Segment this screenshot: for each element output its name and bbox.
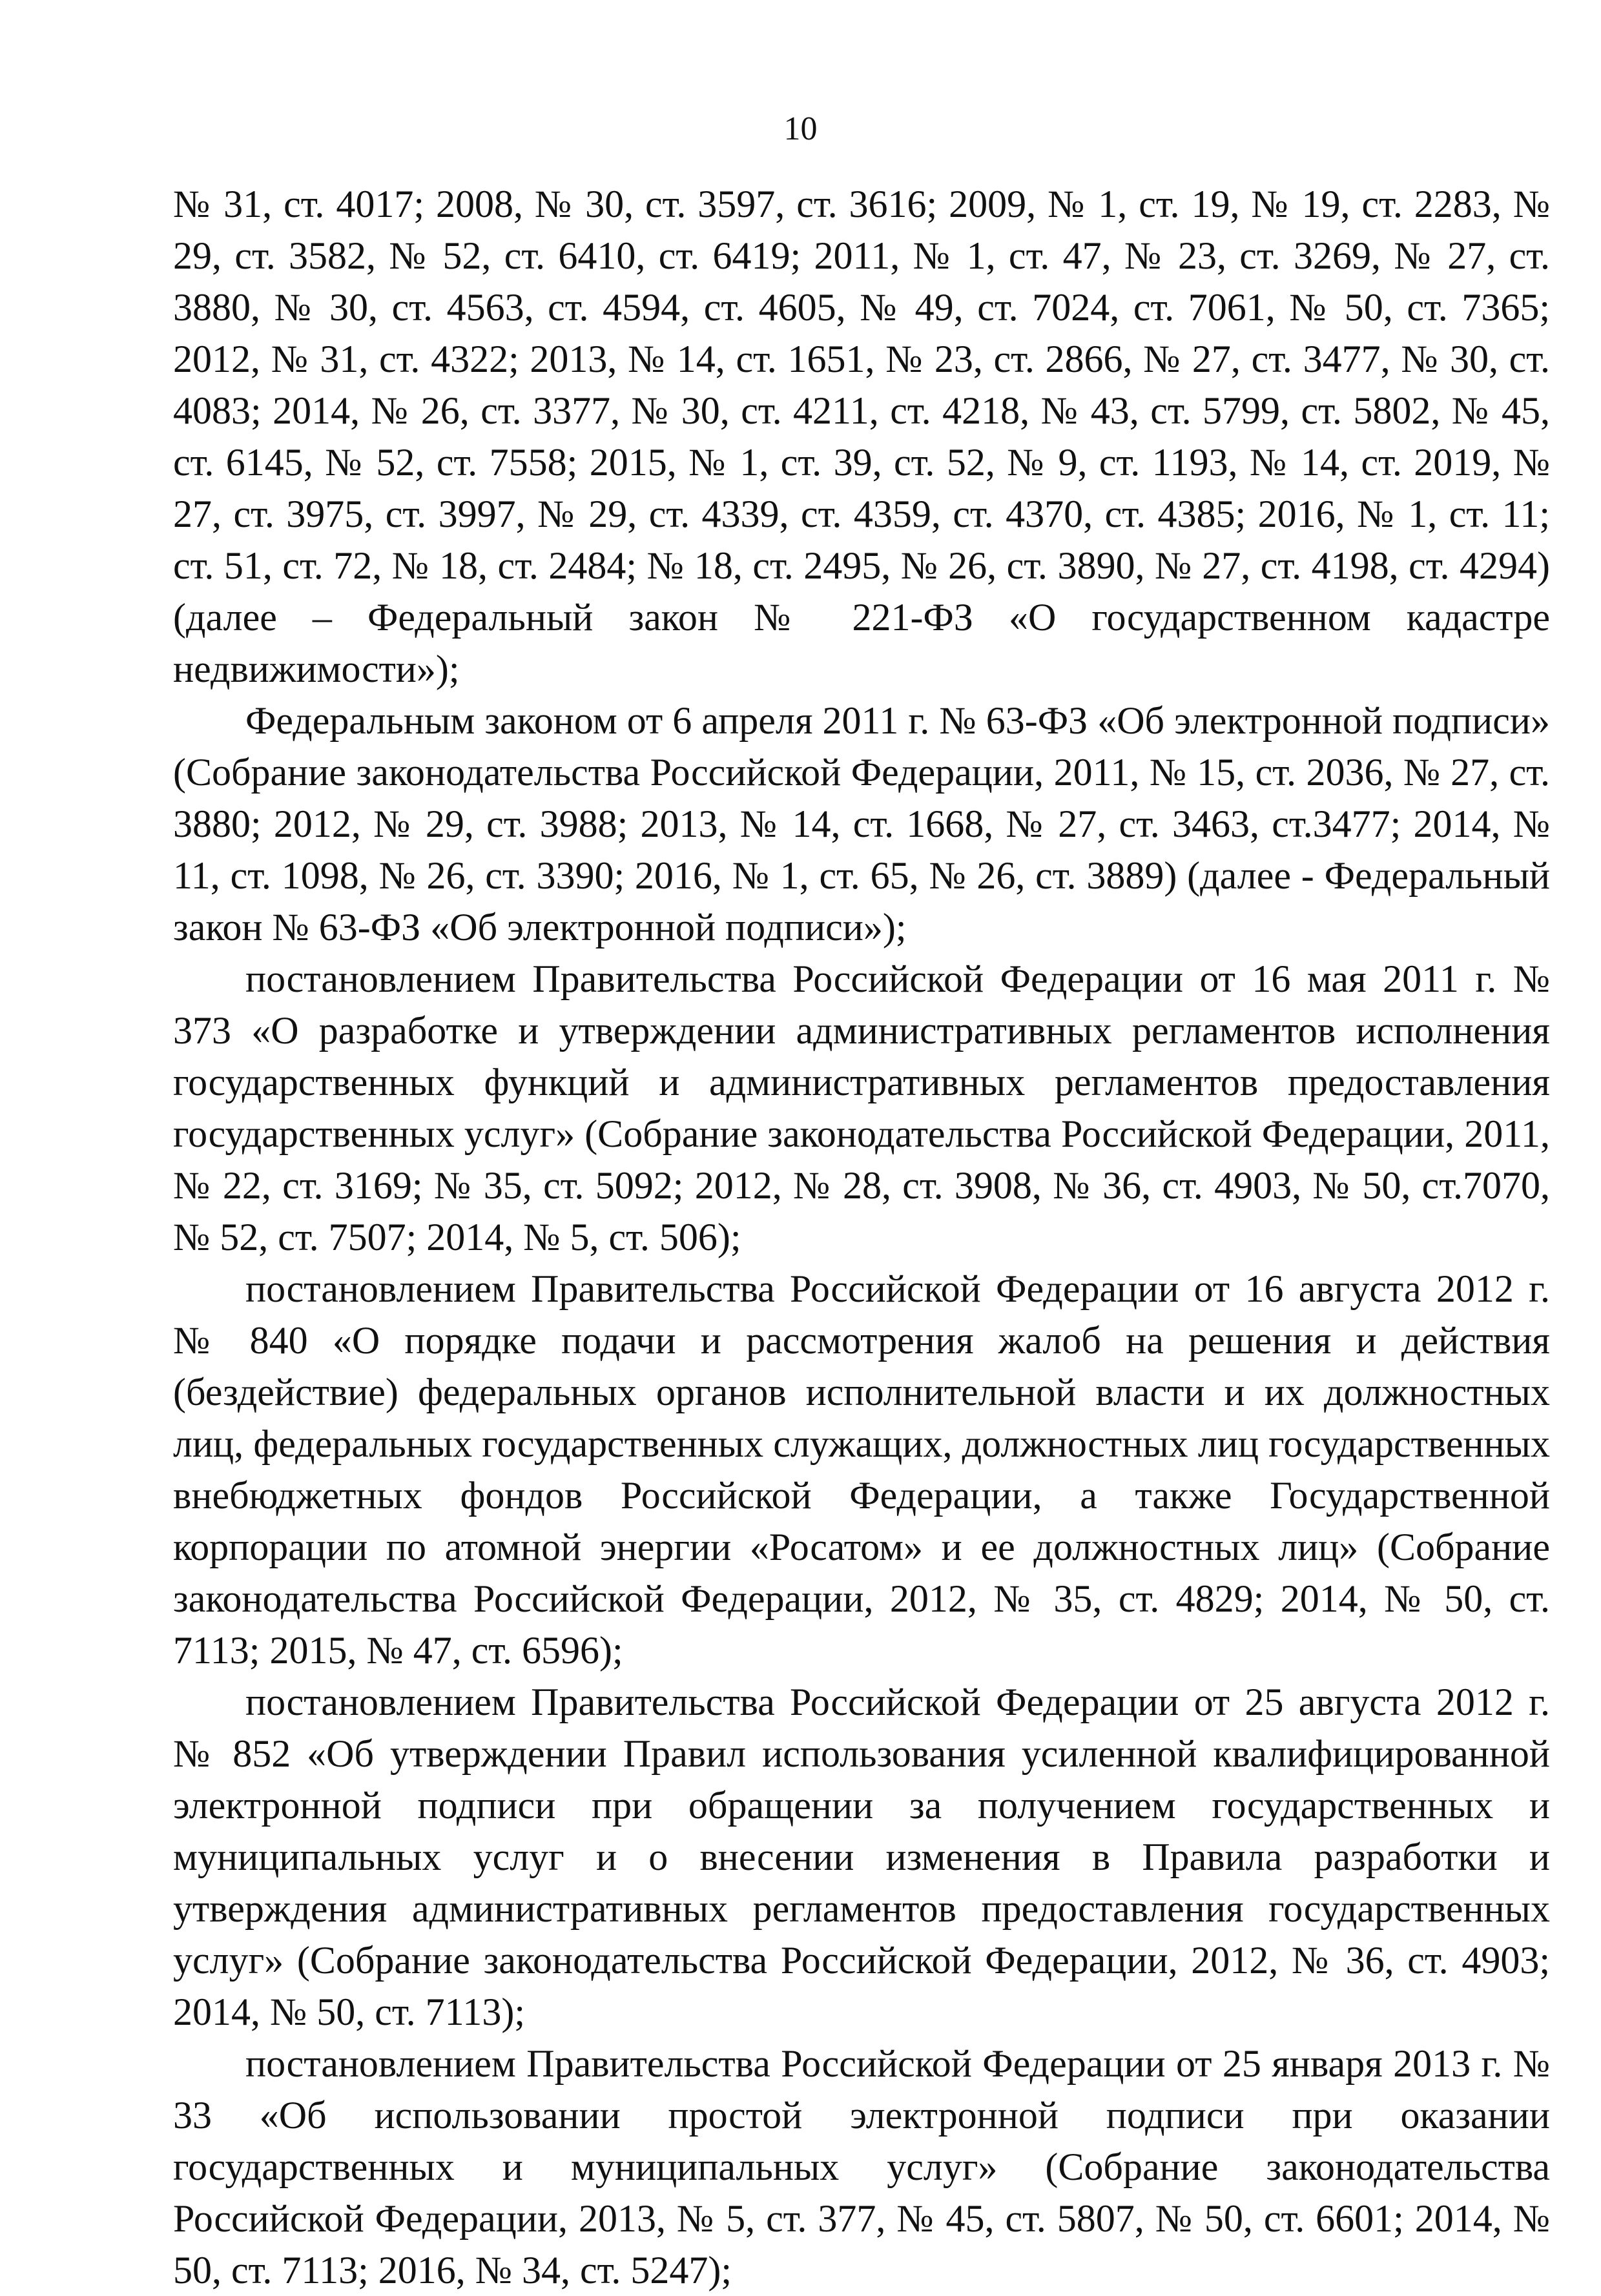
paragraph-resolution-373: постановлением Правительства Российской Федерации от 16 мая 2011 г. № 373 «О разработке и утверждении административных регламентов исполнения государственных функций и административных регламентов предоставления государственных услуг» (Собрание законодательства Российской Федерации, 2011, № 22, ст. 3169; № 35, ст. 5092; 2012, № 28, ст. 3908, № 36, ст. 4903, № 50, ст.7070, № 52, ст. 7507; 2014, № 5, ст. 506); <box>173 958 1550 1258</box>
page-number: 10 <box>783 110 818 147</box>
document-body <box>173 178 1550 2296</box>
paragraph-resolution-33: постановлением Правительства Российской Федерации от 25 января 2013 г. № 33 «Об использовании простой электронной подписи при оказании государственных и муниципальных услуг» (Собрание законодательства Российской Федерации, 2013, № 5, ст. 377, № 45, ст. 5807, № 50, ст. 6601; 2014, № 50, ст. 7113; 2016, № 34, ст. 5247); <box>173 2042 1550 2291</box>
paragraph-references-221-fz: № 31, ст. 4017; 2008, № 30, ст. 3597, ст. 3616; 2009, № 1, ст. 19, № 19, ст. 2283, № 29, ст. 3582, № 52, ст. 6410, ст. 6419; 2011, № 1, ст. 47, № 23, ст. 3269, № 27, ст. 3880, № 30, ст. 4563, ст. 4594, ст. 4605, № 49, ст. 7024, ст. 7061, № 50, ст. 7365; 2012, № 31, ст. 4322; 2013, № 14, ст. 1651, № 23, ст. 2866, № 27, ст. 3477, № 30, ст. 4083; 2014, № 26, ст. 3377, № 30, ст. 4211, ст. 4218, № 43, ст. 5799, ст. 5802, № 45, ст. 6145, № 52, ст. 7558; 2015, № 1, ст. 39, ст. 52, № 9, ст. 1193, № 14, ст. 2019, № 27, ст. 3975, ст. 3997, № 29, ст. 4339, ст. 4359, ст. 4370, ст. 4385; 2016, № 1, ст. 11; ст. 51, ст. 72, № 18, ст. 2484; № 18, ст. 2495, № 26, ст. 3890, № 27, ст. 4198, ст. 4294) (далее – Федеральный закон № 221-ФЗ «О государственном кадастре недвижимости»); <box>173 183 1550 690</box>
paragraph-resolution-840: постановлением Правительства Российской Федерации от 16 августа 2012 г. № 840 «О порядке подачи и рассмотрения жалоб на решения и действия (бездействие) федеральных органов исполнительной власти и их должностных лиц, федеральных государственных служащих, должностных лиц государственных внебюджетных фондов Российской Федерации, а также Государственной корпорации по атомной энергии «Росатом» и ее должностных лиц» (Собрание законодательства Российской Федерации, 2012, № 35, ст. 4829; 2014, № 50, ст. 7113; 2015, № 47, ст. 6596); <box>173 1267 1550 1672</box>
paragraph-law-63-fz: Федеральным законом от 6 апреля 2011 г. № 63-ФЗ «Об электронной подписи» (Собрание законодательства Российской Федерации, 2011, № 15, ст. 2036, № 27, ст. 3880; 2012, № 29, ст. 3988; 2013, № 14, ст. 1668, № 27, ст. 3463, ст.3477; 2014, № 11, ст. 1098, № 26, ст. 3390; 2016, № 1, ст. 65, № 26, ст. 3889) (далее - Федеральный закон № 63-ФЗ «Об электронной подписи»); <box>173 699 1550 948</box>
paragraph-resolution-852: постановлением Правительства Российской Федерации от 25 августа 2012 г. № 852 «Об утверждении Правил использования усиленной квалифицированной электронной подписи при обращении за получением государственных и муниципальных услуг и о внесении изменения в Правила разработки и утверждения административных регламентов предоставления государственных услуг» (Собрание законодательства Российской Федерации, 2012, № 36, ст. 4903; 2014, № 50, ст. 7113); <box>173 1681 1550 2033</box>
